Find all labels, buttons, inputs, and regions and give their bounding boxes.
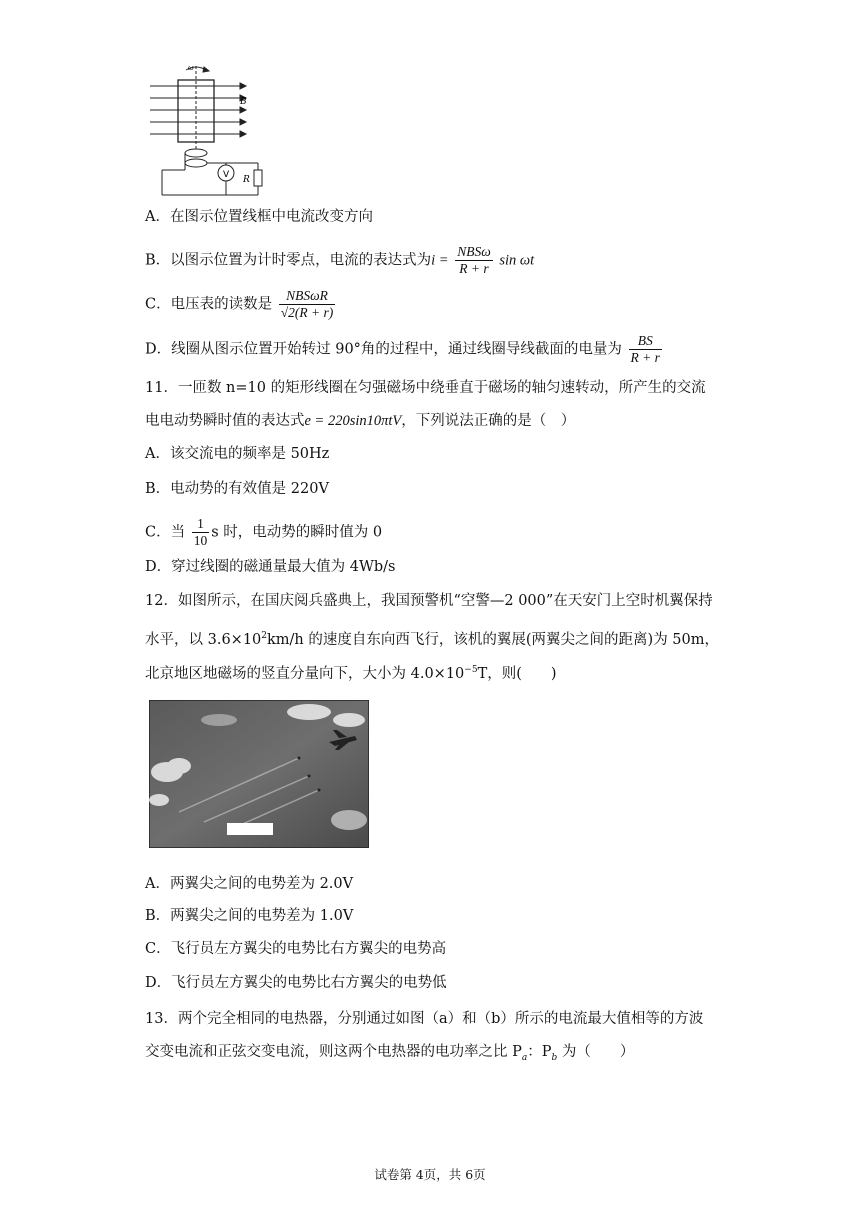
voltmeter-label: V	[223, 170, 230, 180]
q10-d-fraction: $\frac{BS}{R + r}$	[630, 333, 660, 365]
label-box	[227, 823, 273, 835]
q10-option-d: D．线圈从图示位置开始转过 90°角的过程中，通过线圈导线截面的电量为 $\frac{BS}{R + r}$	[145, 333, 660, 365]
q12-stem-line1: 12．如图所示，在国庆阅兵盛典上，我国预警机“空警—2 000”在天安门上空时机翼保持	[145, 593, 713, 609]
q11-option-b: B．电动势的有效值是 220V	[145, 481, 329, 497]
q12-option-d: D．飞行员左方翼尖的电势比右方翼尖的电势低	[145, 975, 447, 991]
coil-diagram	[148, 60, 268, 200]
resistor-label: R	[243, 175, 250, 185]
q11-option-d: D．穿过线圈的磁通量最大值为 4Wb/s	[145, 559, 396, 575]
q10-b-fraction: $\frac{\text{NBSω}}{R + r}$	[457, 244, 491, 276]
q12-option-b: B．两翼尖之间的电势差为 1.0V	[145, 908, 354, 924]
q11-option-a: A．该交流电的频率是 50Hz	[145, 446, 330, 462]
q12-option-a: A．两翼尖之间的电势差为 2.0V	[145, 876, 354, 892]
q12-option-c: C．飞行员左方翼尖的电势比右方翼尖的电势高	[145, 941, 447, 957]
q11-option-c: C．当 $\frac{1}{10}$ s 时，电动势的瞬时值为 0	[145, 516, 383, 548]
b-field-label: B	[240, 97, 247, 107]
q10-option-c: C．电压表的读数是 $\frac{\text{NBSωR}}{√2(R + r)}$	[145, 288, 334, 320]
q12-stem-line3: 北京地区地磁场的竖直分量向下，大小为 $4.0\times 10^{-5}T$，则( )	[145, 665, 557, 682]
q11-stem-line2: 电电动势瞬时值的表达式e = 220sin10πtV，下列说法正确的是（ ）	[145, 413, 576, 429]
q11-c-fraction: $\frac{1}{10}$	[193, 516, 208, 548]
q13-stem-line1: 13．两个完全相同的电热器，分别通过如图（a）和（b）所示的电流最大值相等的方波	[145, 1011, 704, 1027]
q12-stem-line2: 水平，以 $3.6\times 10^2km/h$ 的速度自东向西飞行，该机的翼展(两翼尖之间的距离)为 50m，	[145, 631, 720, 648]
omega-label: ω	[188, 64, 194, 72]
q11-stem-line1: 11．一匝数 n=10 的矩形线圈在匀强磁场中绕垂直于磁场的轴匀速转动，所产生的交流	[145, 380, 706, 396]
q10-c-fraction: $\frac{\text{NBSωR}}{√2(R + r)}$	[280, 288, 334, 320]
page-footer: 试卷第 4页，共 6页	[374, 1167, 486, 1182]
airplane-photo	[149, 700, 369, 848]
q10-option-b: B．以图示位置为计时零点，电流的表达式为i = $\frac{\text{NBSω}}{R + r}$ sin ωt	[145, 244, 535, 276]
q13-stem-line2: 交变电流和正弦交变电流，则这两个电热器的电功率之比 $P_a$：$P_b$ 为（ ）	[145, 1044, 635, 1063]
q10-option-a: A．在图示位置线框中电流改变方向	[145, 209, 373, 225]
